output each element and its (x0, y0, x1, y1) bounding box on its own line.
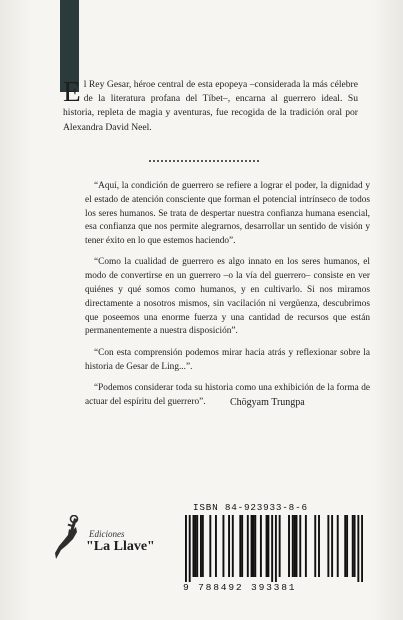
ean-digits: 9 788492 393381 (183, 582, 297, 593)
quote-section (85, 180, 370, 417)
publisher-logo (53, 515, 173, 575)
quote-paragraph-1: “Aquí, la condición de guerrero se refiere a lograr el poder, la dignidad y el estado de atención consciente que forman el potencial intrínseco de todos los seres humanos. Se trata de despertar nuestra confianza humana esencial, esa confianza que nos permite alegrarnos, desarrollar un sentido de visión y tener éxito en lo que estemos haciendo”. (85, 181, 370, 247)
barcode-bar (292, 515, 294, 577)
barcode-bar (194, 515, 196, 577)
barcode-bar (266, 515, 268, 577)
quote-paragraph-4: “Podemos considerar toda su historia como una exhibición de la forma de actuar del espíritu del guerrero”. (85, 382, 370, 407)
barcode-bar (357, 515, 359, 582)
barcode-bar (327, 515, 329, 577)
barcode-bar (314, 515, 316, 577)
dropcap-letter: E (63, 76, 81, 108)
barcode-bar (228, 515, 230, 577)
barcode-bar (251, 515, 253, 577)
barcode-bar (337, 515, 339, 577)
barcode-bar (279, 515, 281, 577)
publisher-label: Ediciones (89, 529, 125, 539)
barcode-bar (361, 515, 363, 582)
barcode-bar (215, 515, 217, 577)
barcode-bar (267, 515, 269, 577)
barcode-bar (202, 515, 204, 577)
intro-text: l Rey Gesar, héroe central de esta epopeya –considerada la más célebre de la literatura profana del Tíbet–, encarna al guerrero ideal. Su historia, repleta de magia y aventuras, fue recogida de la tradición oral por Alexandra David Neel. (63, 79, 358, 133)
barcode-bar (288, 515, 290, 577)
barcode-bar (189, 515, 191, 582)
barcode-bar (209, 515, 211, 577)
barcode-bar (331, 515, 333, 577)
ean-barcode (185, 515, 363, 582)
barcode-bar (252, 515, 254, 577)
barcode-bar (352, 515, 354, 577)
barcode-bar (354, 515, 356, 577)
key-in-hand-logo-icon (53, 515, 83, 565)
barcode-bar (196, 515, 198, 577)
barcode-bar (346, 515, 348, 577)
barcode-bar (271, 515, 273, 582)
barcode-bar (299, 515, 301, 577)
publisher-name: "La Llave" (86, 539, 155, 554)
barcode-block (183, 502, 368, 594)
barcode-bar (185, 515, 187, 582)
intro-paragraph (63, 78, 358, 135)
quote-paragraph-3: “Con esta comprensión podemos mirar hacia atrás y reflexionar sobre la historia de Gesar de Ling...”. (85, 347, 370, 372)
barcode-bar (318, 515, 320, 577)
barcode-bar (247, 515, 249, 577)
barcode-bar (241, 515, 243, 577)
barcode-bar (296, 515, 298, 577)
barcode-bar (305, 515, 307, 577)
barcode-bar (239, 515, 241, 577)
barcode-bar (294, 515, 296, 577)
barcode-bar (254, 515, 256, 577)
dotted-divider (148, 159, 260, 163)
barcode-bar (192, 515, 194, 577)
isbn-text: ISBN 84-923933-8-6 (193, 502, 308, 513)
quote-paragraph-2: “Como la cualidad de guerrero es algo innato en los seres humanos, el modo de convertirse en un guerrero –o la vía del guerrero– consiste en ver quiénes y qué somos como humanos, y en cultivarlo. Si nos miramos directamente a nosotros mismos, sin vacilación ni vergüenza, descubrimos que poseemos una enorme fuerza y una cantidad de recursos que están permanentemente a nuestra disposición”. (85, 257, 370, 337)
barcode-bar (260, 515, 262, 577)
barcode-bar (344, 515, 346, 577)
quote-author: Chögyam Trungpa (230, 397, 305, 408)
barcode-bar (232, 515, 234, 577)
barcode-bar (275, 515, 277, 582)
barcode-bar (222, 515, 224, 577)
barcode-bar (200, 515, 202, 577)
